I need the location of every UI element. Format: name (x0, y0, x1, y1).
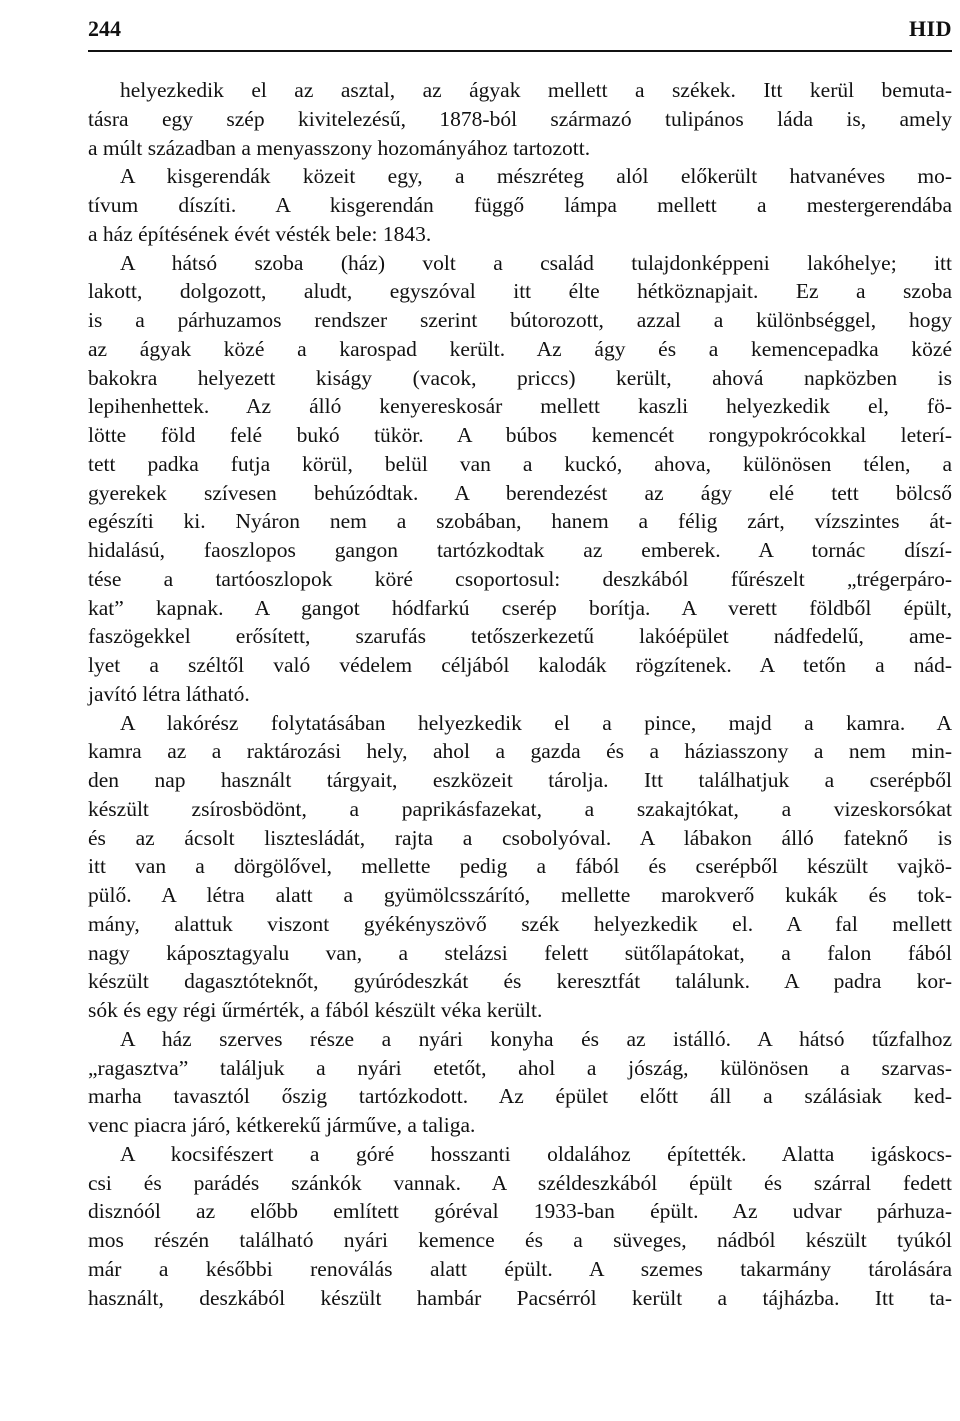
text-line: készült zsírosbödönt, a paprikásfazekat, a szakajtókat, a vizeskorsókat (88, 796, 952, 821)
text-line: készült dagasztóteknőt, gyúródeszkát és keresztfát találunk. A padra kor- (88, 969, 952, 994)
text-line: kamra az a raktározási hely, ahol a gazda és a háziasszony a nem min- (88, 739, 952, 764)
text-line: bakokra helyezett kiságy (vacok, priccs) került, ahová napközben is (88, 365, 952, 390)
text-line: gyerekek szívesen behúzódtak. A berendezést az ágy elé tett bölcső (88, 480, 952, 505)
text-line: disznóól az előbb említett góréval 1933-ban épült. Az udvar párhuza- (88, 1199, 952, 1224)
text-line: egészíti ki. Nyáron nem a szobában, hanem a félig zárt, vízszintes át- (88, 509, 952, 534)
text-line: marha tavasztól őszig tartózkodott. Az épület előtt áll a szálásiak ked- (88, 1084, 952, 1109)
text-line: mány, alattuk viszont gyékényszövő szék helyezkedik el. A fal mellett (88, 911, 952, 936)
text-line: pülő. A létra alatt a gyümölcsszárító, mellette marokverő kukák és tok- (88, 883, 952, 907)
text-line: is a párhuzamos rendszer szerint bútorozott, azzal a különbséggel, hogy (88, 308, 952, 332)
text-line: venc piacra járó, kétkerekű járműve, a taliga. (88, 1113, 476, 1137)
text-line: mos részén található nyári kemence és a süveges, nádból készült tyúkól (88, 1228, 952, 1252)
page-header (88, 8, 952, 48)
text-line: és az ácsolt lisztesládát, rajta a csobolyóval. A lábakon álló fateknő is (88, 825, 952, 850)
paragraph (88, 249, 952, 709)
text-line: a múlt században a menyasszony hozományához tartozott. (88, 135, 591, 160)
text-line: már a későbbi renoválás alatt épült. A szemes takarmány tárolására (88, 1256, 952, 1281)
text-line: javító létra látható. (88, 681, 250, 706)
text-line: lepihenhettek. Az álló kenyereskosár mellett kaszli helyezkedik el, fö- (88, 394, 952, 419)
page-number: 244 (88, 16, 121, 41)
text-line: A hátsó szoba (ház) volt a család tulajdonképpeni lakóhelye; itt (120, 250, 952, 275)
paragraph (88, 1025, 952, 1140)
paragraph (88, 162, 952, 248)
paragraph (88, 1140, 952, 1313)
text-line: A kisgerendák közeit egy, a mészréteg alól előkerült hatvanéves mo- (120, 164, 952, 189)
header-rule (88, 50, 952, 52)
text-line: tásra egy szép kivitelezésű, 1878-ból származó tulipános láda is, amely (88, 106, 952, 131)
paragraph (88, 76, 952, 162)
text-line: A lakórész folytatásában helyezkedik el a pince, majd a kamra. A (120, 710, 952, 735)
text-line: az ágyak közé a karospad került. Az ágy és a kemencepadka közé (88, 336, 952, 361)
text-line: tett padka futja körül, belül van a kuckó, ahova, különösen télen, a (88, 451, 952, 476)
text-line: nagy káposztagyalu van, a stelázsi felett sütőlapátokat, a falon fából (88, 940, 952, 965)
text-line: használt, deszkából készült hambár Pacsérról került a tájházba. Itt ta- (88, 1285, 952, 1310)
text-line: faszögekkel erősített, szarufás tetőszerkezetű lakóépület nádfedelű, ame- (88, 624, 952, 649)
text-line: „ragasztva” találjuk a nyári etetőt, ahol a jószág, különösen a szarvas- (88, 1055, 952, 1080)
text-line: csi és parádés szánkók vannak. A széldeszkából épült és szárral fedett (88, 1170, 952, 1195)
text-line: lötte föld felé bukó tükör. A búbos kemencét rongypokrócokkal leterí- (88, 423, 952, 447)
text-line: lakott, dolgozott, aludt, egyszóval itt élte hétköznapjait. Ez a szoba (88, 279, 952, 304)
text-line: A kocsifészert a góré hosszanti oldalához építették. Alatta igáskocs- (120, 1141, 952, 1166)
text-line: A ház szerves része a nyári konyha és az istálló. A hátsó tűzfalhoz (120, 1026, 952, 1051)
text-line: itt van a dörgölővel, mellette pedig a fából és cserépből készült vajkö- (88, 854, 952, 879)
text-line: helyezkedik el az asztal, az ágyak mellett a székek. Itt kerül bemuta- (120, 78, 952, 102)
paragraph (88, 709, 952, 1025)
text-line: tívum díszíti. A kisgerendán függő lámpa mellett a mestergerendába (88, 193, 952, 217)
text-line: a ház építésének évét vésték bele: 1843. (88, 221, 432, 246)
article-body (88, 76, 952, 1312)
text-line: tése a tartóoszlopok köré csoportosul: deszkából fűrészelt „trégerpáro- (88, 566, 952, 591)
text-line: sók és egy régi űrmérték, a fából készült véka került. (88, 998, 543, 1022)
text-line: den nap használt tárgyait, eszközeit tárolja. Itt találhatjuk a cserépből (88, 768, 952, 792)
text-line: lyet a széltől való védelem céljából kalodák rögzítenek. A tetőn a nád- (88, 653, 952, 677)
text-line: hidalású, faoszlopos gangon tartózkodtak az emberek. A tornác díszí- (88, 538, 952, 562)
journal-title: HID (908, 16, 952, 41)
text-line: kat” kapnak. A gangot hódfarkú cserép borítja. A verett földből épült, (88, 595, 952, 620)
